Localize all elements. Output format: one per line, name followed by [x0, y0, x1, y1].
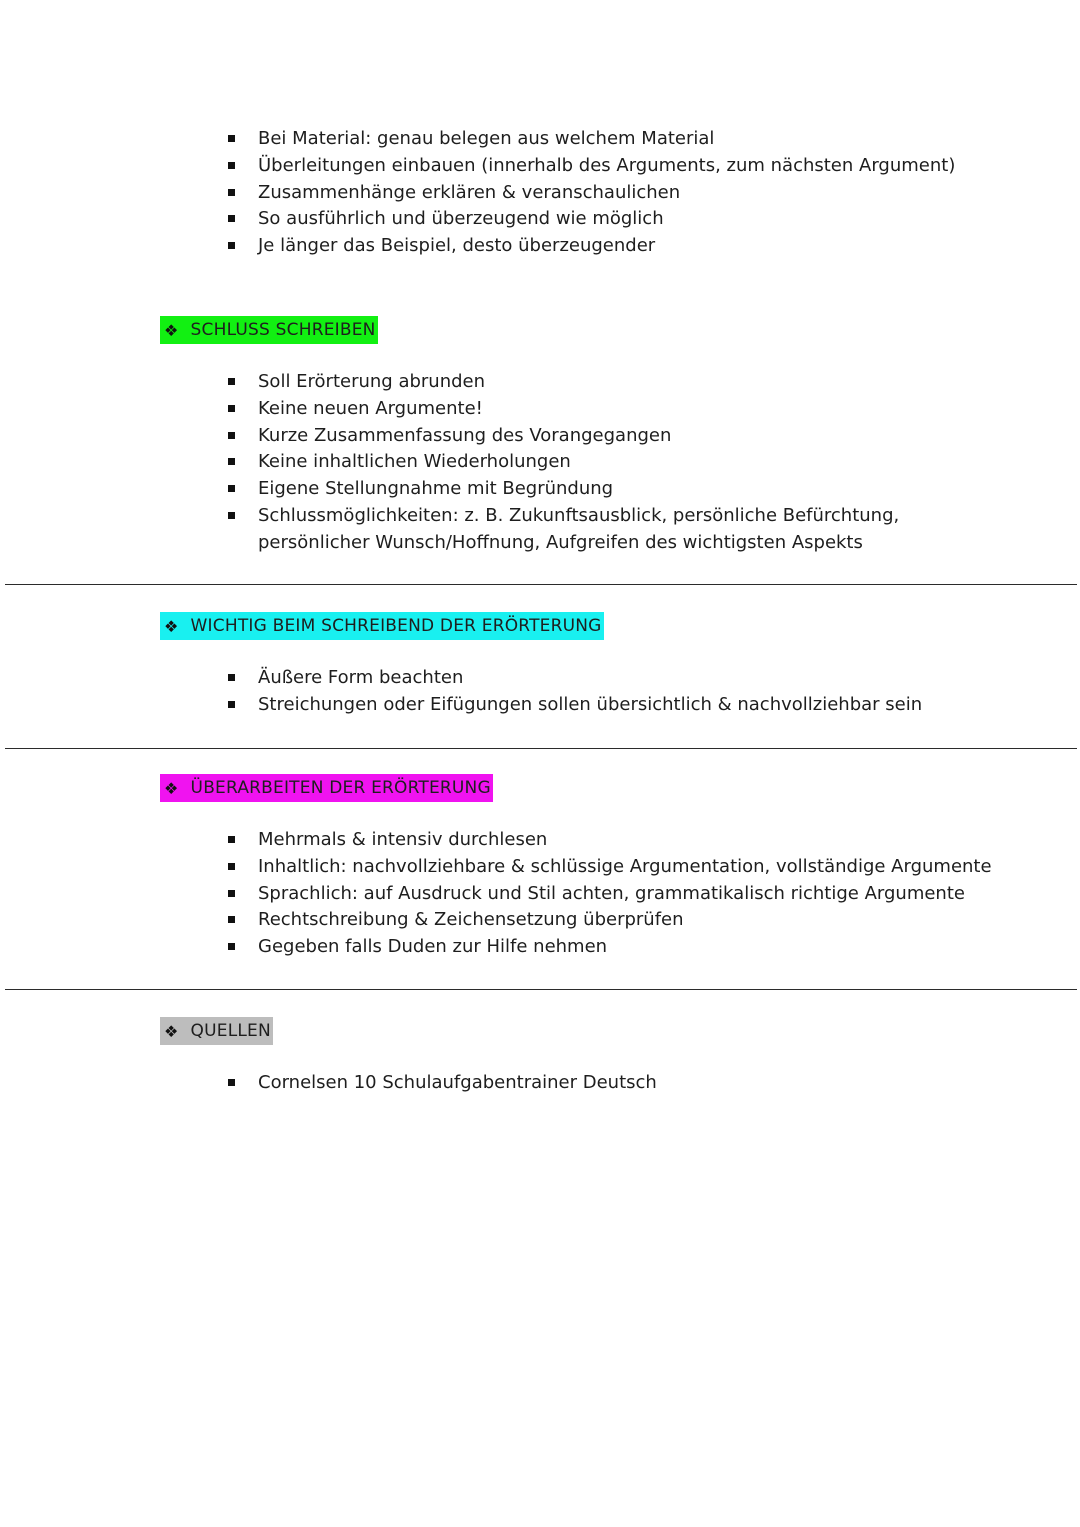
list-item: Gegeben falls Duden zur Hilfe nehmen [228, 934, 992, 961]
list-item: Kurze Zusammenfassung des Vorangegangen [228, 423, 899, 450]
list-item: Zusammenhänge erklären & veranschaulichen [228, 180, 955, 207]
square-bullet-icon [228, 512, 235, 519]
list-item: So ausführlich und überzeugend wie möglich [228, 206, 955, 233]
square-bullet-icon [228, 458, 235, 465]
schluss-bullet-list [228, 369, 899, 557]
square-bullet-icon [228, 674, 235, 681]
section-heading-text: ÜBERARBEITEN DER ERÖRTERUNG [190, 778, 491, 798]
square-bullet-icon [228, 405, 235, 412]
section-heading-ueberarbeiten [160, 774, 493, 802]
square-bullet-icon [228, 378, 235, 385]
section-heading-text: QUELLEN [190, 1021, 271, 1041]
list-item: Rechtschreibung & Zeichensetzung überprüfen [228, 907, 992, 934]
square-bullet-icon [228, 215, 235, 222]
divider [5, 748, 1077, 749]
list-item: Keine neuen Argumente! [228, 396, 899, 423]
list-item: Überleitungen einbauen (innerhalb des Arguments, zum nächsten Argument) [228, 153, 955, 180]
list-item: Keine inhaltlichen Wiederholungen [228, 449, 899, 476]
list-item: Je länger das Beispiel, desto überzeugender [228, 233, 955, 260]
square-bullet-icon [228, 162, 235, 169]
square-bullet-icon [228, 432, 235, 439]
section-heading-wichtig [160, 612, 604, 640]
list-item: Bei Material: genau belegen aus welchem Material [228, 126, 955, 153]
list-item: Mehrmals & intensiv durchlesen [228, 827, 992, 854]
list-item: Äußere Form beachten [228, 665, 922, 692]
diamond-bullet-icon: ❖ [164, 1021, 179, 1041]
section-heading-text: WICHTIG BEIM SCHREIBEND DER ERÖRTERUNG [190, 616, 602, 636]
list-item: Soll Erörterung abrunden [228, 369, 899, 396]
section-heading-schluss [160, 316, 378, 344]
list-item: Schlussmöglichkeiten: z. B. Zukunftsausblick, persönliche Befürchtung, persönlicher Wunsch/Hoffnung, Aufgreifen des wichtigsten Aspekts [228, 503, 899, 557]
list-item: Eigene Stellungnahme mit Begründung [228, 476, 899, 503]
diamond-bullet-icon: ❖ [164, 616, 179, 636]
section-heading-text: SCHLUSS SCHREIBEN [190, 320, 376, 340]
divider [5, 989, 1077, 990]
square-bullet-icon [228, 836, 235, 843]
wichtig-bullet-list [228, 665, 922, 719]
diamond-bullet-icon: ❖ [164, 320, 179, 340]
list-item: Cornelsen 10 Schulaufgabentrainer Deutsch [228, 1070, 657, 1097]
square-bullet-icon [228, 1079, 235, 1086]
square-bullet-icon [228, 916, 235, 923]
square-bullet-icon [228, 135, 235, 142]
square-bullet-icon [228, 242, 235, 249]
list-item: Inhaltlich: nachvollziehbare & schlüssige Argumentation, vollständige Argumente [228, 854, 992, 881]
divider [5, 584, 1077, 585]
square-bullet-icon [228, 485, 235, 492]
ueberarbeiten-bullet-list [228, 827, 992, 961]
square-bullet-icon [228, 890, 235, 897]
intro-bullet-list [228, 126, 955, 260]
section-heading-quellen [160, 1017, 273, 1045]
square-bullet-icon [228, 701, 235, 708]
square-bullet-icon [228, 863, 235, 870]
square-bullet-icon [228, 943, 235, 950]
diamond-bullet-icon: ❖ [164, 778, 179, 798]
square-bullet-icon [228, 189, 235, 196]
quellen-bullet-list [228, 1070, 657, 1097]
list-item: Streichungen oder Eifügungen sollen übersichtlich & nachvollziehbar sein [228, 692, 922, 719]
list-item: Sprachlich: auf Ausdruck und Stil achten, grammatikalisch richtige Argumente [228, 881, 992, 908]
